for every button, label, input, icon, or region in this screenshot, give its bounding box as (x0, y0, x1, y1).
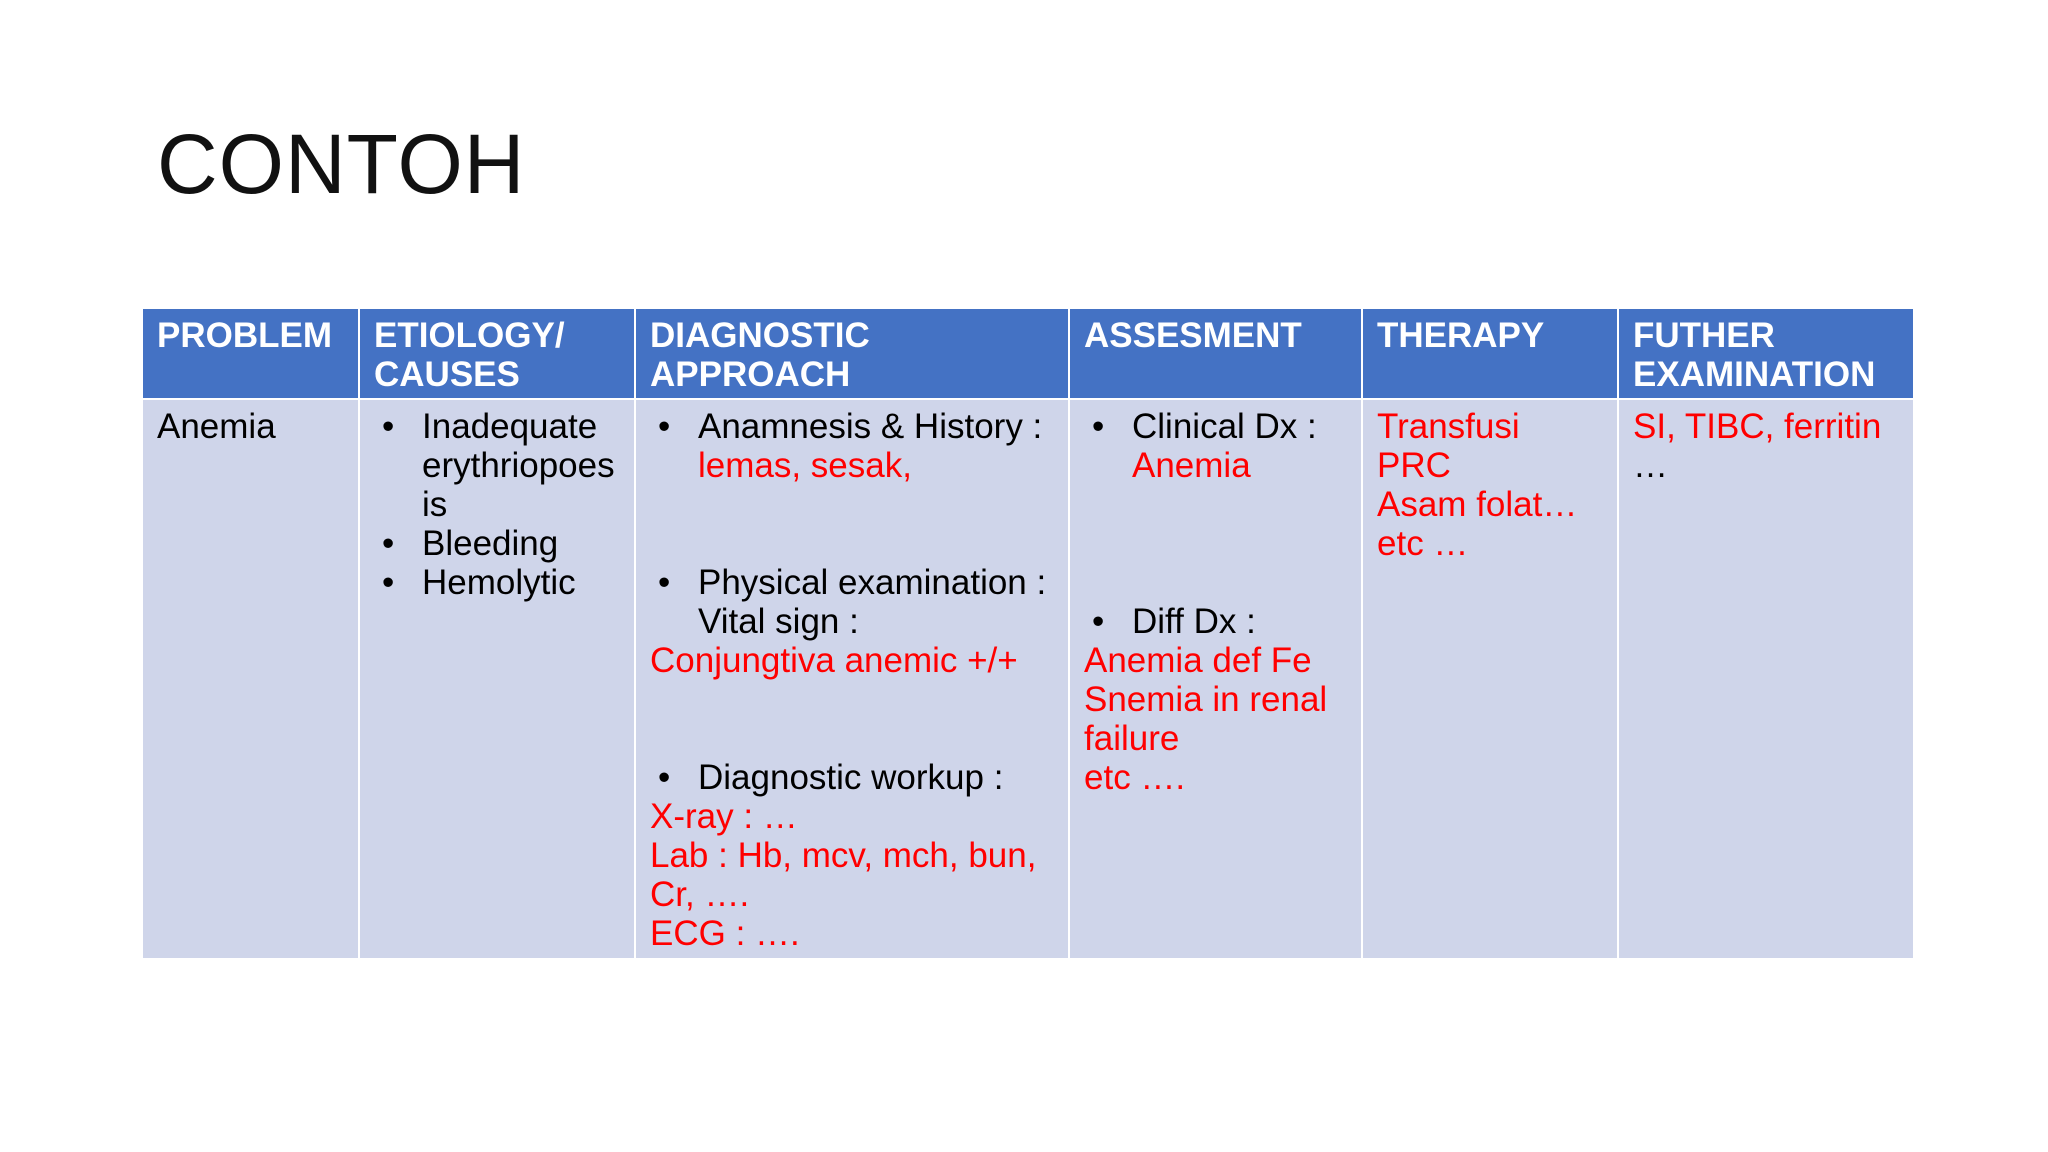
list-item-workup (650, 758, 1054, 797)
list-item-physical (650, 563, 1054, 641)
case-table (141, 307, 1915, 960)
assessment-list-diff (1084, 602, 1347, 641)
lab-text: Lab : Hb, mcv, mch, bun, Cr, …. (650, 836, 1037, 914)
diff-dx-label: • Diff Dx : (1132, 602, 1256, 641)
physical-label: • Physical examination : (698, 563, 1047, 602)
xray-text: X-ray : … (650, 797, 798, 836)
header-assessment: ASSESMENT (1069, 308, 1362, 399)
diagnostic-list (650, 407, 1054, 485)
etiology-list (374, 407, 620, 602)
cell-problem (142, 399, 359, 959)
cell-assessment (1069, 399, 1362, 959)
further-line-1: SI, TIBC, ferritin (1633, 407, 1882, 446)
table-row (142, 399, 1914, 959)
clinical-dx-value: Anemia (1132, 446, 1251, 485)
table-header-row (142, 308, 1914, 399)
list-item-anamnesis (650, 407, 1054, 485)
list-item: • Bleeding (374, 524, 620, 563)
list-item: • Hemolytic (374, 563, 620, 602)
therapy-line: etc … (1377, 524, 1469, 563)
diff-dx-2: Snemia in renal failure (1084, 680, 1328, 758)
anamnesis-value: lemas, sesak, (698, 446, 912, 485)
cell-diagnostic-approach (635, 399, 1069, 959)
header-diagnostic-approach: DIAGNOSTIC APPROACH (635, 308, 1069, 399)
header-further-examination: FUTHER EXAMINATION (1618, 308, 1914, 399)
further-line-2: … (1633, 446, 1668, 485)
therapy-line: Asam folat… (1377, 485, 1578, 524)
cell-etiology (359, 399, 635, 959)
diagnostic-list-physical (650, 563, 1054, 641)
diff-dx-3: etc …. (1084, 758, 1186, 797)
problem-text: Anemia (157, 407, 276, 446)
diff-dx-1: Anemia def Fe (1084, 641, 1312, 680)
workup-label: • Diagnostic workup : (698, 758, 1004, 797)
cell-therapy (1362, 399, 1618, 959)
ecg-text: ECG : …. (650, 914, 800, 953)
header-problem: PROBLEM (142, 308, 359, 399)
clinical-dx-label: • Clinical Dx : (1132, 407, 1317, 446)
anamnesis-label: • Anamnesis & History : (698, 407, 1043, 446)
list-item: • Inadequate erythriopoesis (374, 407, 620, 524)
list-item-diff-dx (1084, 602, 1347, 641)
therapy-line: Transfusi PRC (1377, 407, 1520, 485)
header-therapy: THERAPY (1362, 308, 1618, 399)
slide-title: CONTOH (157, 117, 526, 211)
assessment-list (1084, 407, 1347, 485)
diagnostic-list-workup (650, 758, 1054, 797)
vital-sign-label: Vital sign : (698, 602, 859, 641)
header-etiology: ETIOLOGY/ CAUSES (359, 308, 635, 399)
list-item-clinical-dx (1084, 407, 1347, 485)
cell-further-examination (1618, 399, 1914, 959)
vital-sign-value: Conjungtiva anemic +/+ (650, 641, 1018, 680)
